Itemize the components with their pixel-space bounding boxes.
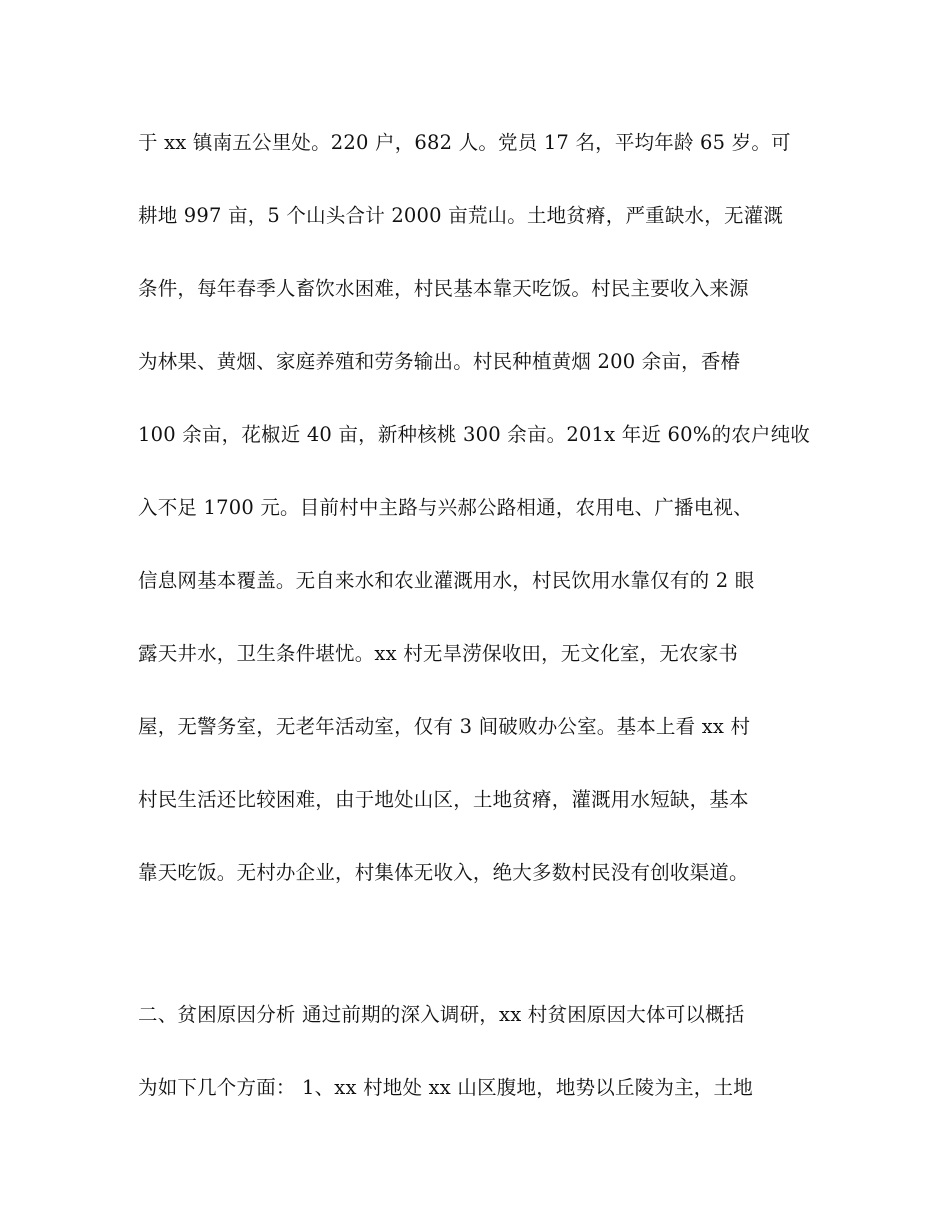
text-line: 耕地 997 亩，5 个山头合计 2000 亩荒山。土地贫瘠，严重缺水，无灌溉 (138, 204, 784, 227)
text-line: 入不足 1700 元。目前村中主路与兴郝公路相通，农用电、广播电视、 (138, 496, 753, 519)
text-line: 为林果、黄烟、家庭养殖和劳务输出。村民种植黄烟 200 余亩，香椿 (138, 350, 741, 373)
text-line: 靠天吃饭。无村办企业，村集体无收入，绝大多数村民没有创收渠道。 (138, 861, 749, 884)
text-line: 条件，每年春季人畜饮水困难，村民基本靠天吃饭。村民主要收入来源 (138, 277, 749, 300)
text-line: 二、贫困原因分析 通过前期的深入调研，xx 村贫困原因大体可以概括 (138, 1003, 745, 1026)
text-line: 屋，无警务室，无老年活动室，仅有 3 间破败办公室。基本上看 xx 村 (138, 715, 751, 738)
text-line: 村民生活还比较困难，由于地处山区，土地贫瘠，灌溉用水短缺，基本 (138, 788, 749, 811)
text-line: 100 余亩，花椒近 40 亩，新种核桃 300 余亩。201x 年近 60%的农户纯收 (138, 423, 811, 446)
text-line: 为如下几个方面： 1、xx 村地处 xx 山区腹地，地势以丘陵为主，土地 (138, 1076, 753, 1099)
text-line: 于 xx 镇南五公里处。220 户，682 人。党员 17 名，平均年龄 65 岁。可 (138, 131, 791, 154)
section-paragraph (138, 1005, 828, 1151)
text-line: 信息网基本覆盖。无自来水和农业灌溉用水，村民饮用水靠仅有的 2 眼 (138, 569, 755, 592)
text-line: 露天井水，卫生条件堪忧。xx 村无旱涝保收田，无文化室，无农家书 (138, 642, 739, 665)
body-paragraph (138, 133, 828, 936)
